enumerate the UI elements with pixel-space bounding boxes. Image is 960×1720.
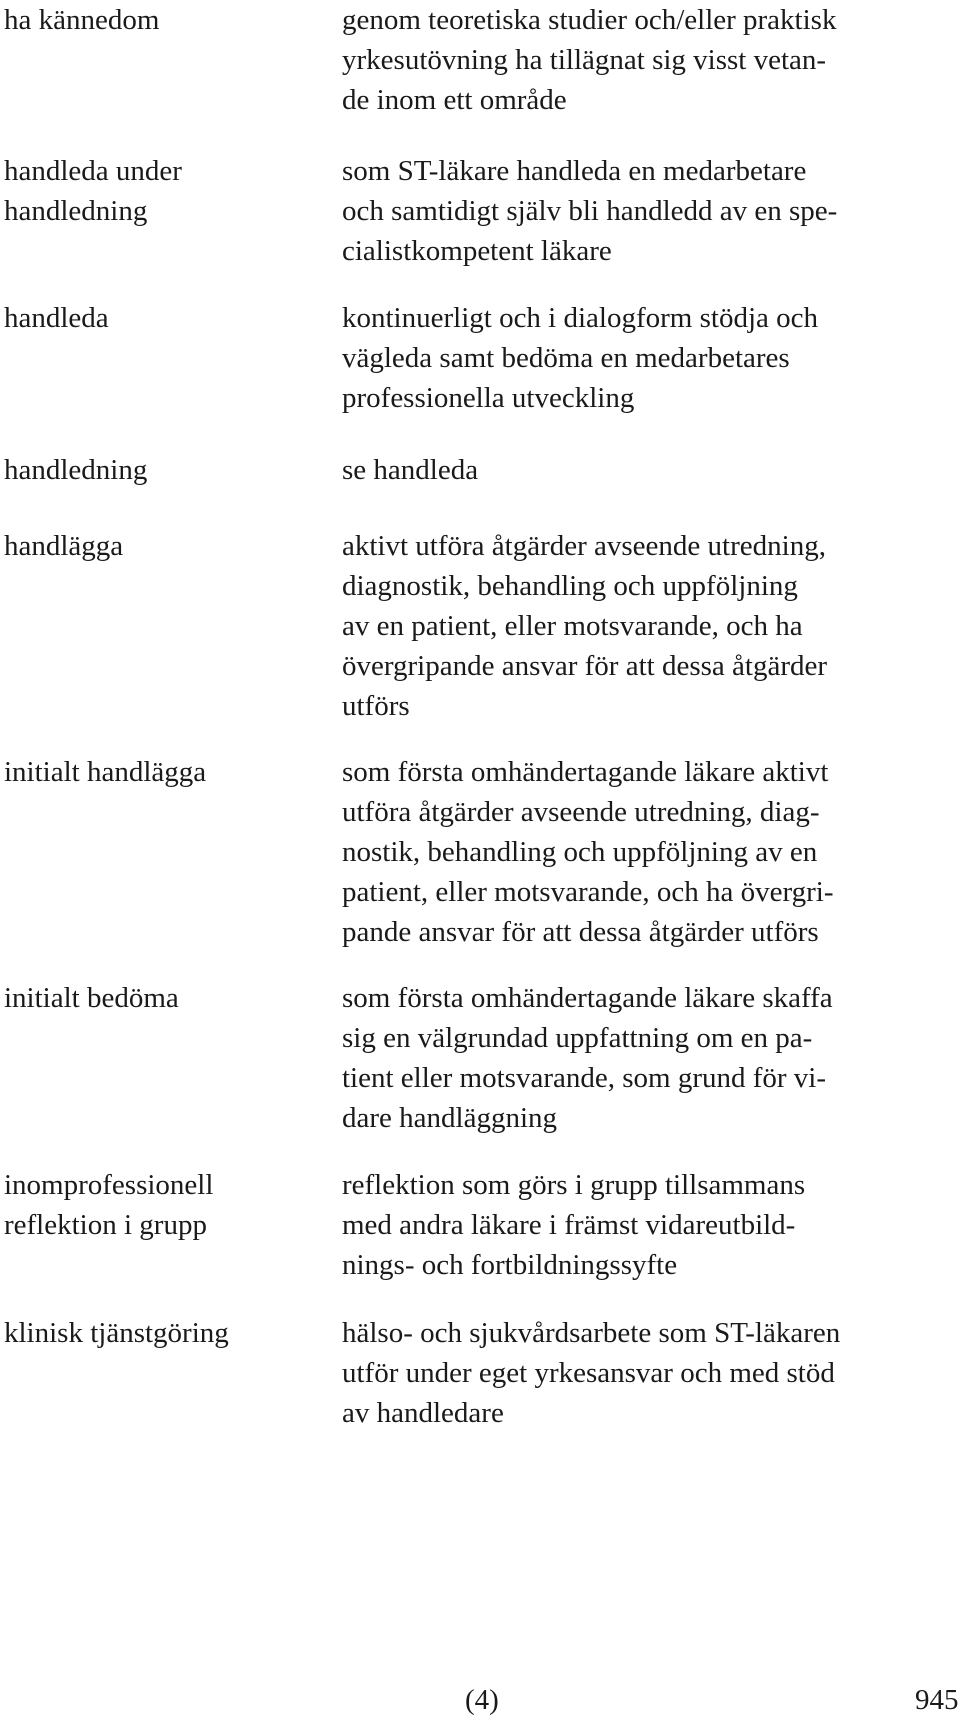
definition-line: av handledare <box>342 1397 504 1429</box>
glossary-term <box>4 151 334 231</box>
glossary-definition <box>342 526 960 726</box>
glossary-term <box>4 298 334 338</box>
glossary-term <box>4 1165 334 1245</box>
term-line: initialt bedöma <box>4 982 179 1014</box>
term-line: ha kännedom <box>4 4 160 36</box>
glossary-definition <box>342 752 960 952</box>
definition-line: genom teoretiska studier och/eller praktisk <box>342 4 837 36</box>
glossary-definition <box>342 978 960 1138</box>
definition-line: av en patient, eller motsvarande, och ha <box>342 610 803 642</box>
page-number: 945 <box>915 1684 959 1716</box>
term-line: klinisk tjänstgöring <box>4 1317 229 1349</box>
definition-line: yrkesutövning ha tillägnat sig visst vetan- <box>342 44 827 76</box>
definition-line: övergripande ansvar för att dessa åtgärder <box>342 650 827 682</box>
glossary-term <box>4 1313 334 1353</box>
definition-line: professionella utveckling <box>342 382 635 414</box>
definition-line: med andra läkare i främst vidareutbild- <box>342 1209 796 1241</box>
term-line: handledning <box>4 195 148 227</box>
term-line: reflektion i grupp <box>4 1209 207 1241</box>
definition-line: hälso- och sjukvårdsarbete som ST-läkaren <box>342 1317 841 1349</box>
glossary-term <box>4 450 334 490</box>
definition-line: tient eller motsvarande, som grund för vi- <box>342 1062 827 1094</box>
definition-line: pande ansvar för att dessa åtgärder utförs <box>342 916 819 948</box>
definition-line: kontinuerligt och i dialogform stödja och <box>342 302 818 334</box>
glossary-term <box>4 978 334 1018</box>
glossary-term <box>4 526 334 566</box>
definition-line: som första omhändertagande läkare skaffa <box>342 982 833 1014</box>
term-line: handledning <box>4 454 148 486</box>
glossary-definition <box>342 1313 960 1433</box>
glossary-definition <box>342 1165 960 1285</box>
glossary-definition <box>342 151 960 271</box>
glossary-definition <box>342 298 960 418</box>
definition-line: patient, eller motsvarande, och ha övergri- <box>342 876 834 908</box>
definition-line: de inom ett område <box>342 84 567 116</box>
definition-line: cialistkompetent läkare <box>342 235 612 267</box>
definition-line: nostik, behandling och uppföljning av en <box>342 836 818 868</box>
glossary-definition <box>342 450 960 490</box>
definition-line: och samtidigt själv bli handledd av en spe- <box>342 195 838 227</box>
definition-line: sig en välgrundad uppfattning om en pa- <box>342 1022 813 1054</box>
definition-line: nings- och fortbildningssyfte <box>342 1249 678 1281</box>
term-line: handleda <box>4 302 109 334</box>
definition-line: utföra åtgärder avseende utredning, diag- <box>342 796 820 828</box>
glossary-term <box>4 752 334 792</box>
definition-line: reflektion som görs i grupp tillsammans <box>342 1169 806 1201</box>
term-line: handlägga <box>4 530 124 562</box>
glossary-definition <box>342 0 960 120</box>
term-line: inomprofessionell <box>4 1169 214 1201</box>
term-line: initialt handlägga <box>4 756 207 788</box>
definition-line: se handleda <box>342 454 479 486</box>
glossary-term <box>4 0 334 40</box>
definition-line: vägleda samt bedöma en medarbetares <box>342 342 790 374</box>
definition-line: som första omhändertagande läkare aktivt <box>342 756 829 788</box>
definition-line: utför under eget yrkesansvar och med stöd <box>342 1357 835 1389</box>
definition-line: som ST-läkare handleda en medarbetare <box>342 155 807 187</box>
term-line: handleda under <box>4 155 182 187</box>
definition-line: dare handläggning <box>342 1102 558 1134</box>
definition-line: diagnostik, behandling och uppföljning <box>342 570 798 602</box>
definition-line: utförs <box>342 690 410 722</box>
definition-line: aktivt utföra åtgärder avseende utredning, <box>342 530 826 562</box>
section-number: (4) <box>465 1684 499 1716</box>
